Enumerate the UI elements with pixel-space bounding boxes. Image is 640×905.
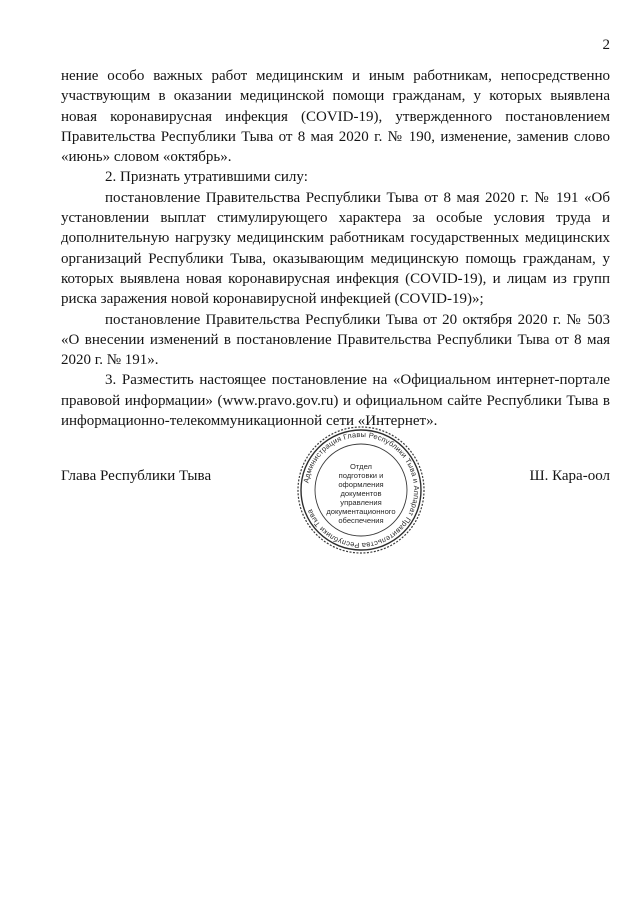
signatory-title: Глава Республики Тывa [61, 468, 212, 484]
paragraph: 3. Разместить настоящее постановление на «Официальном интернет-портале правовой информации» (www.pravo.gov.ru) и официальном сайте Республики Тыва в информационно-телекоммуникационной сети «Интернет». [61, 372, 610, 430]
seal-ring-text: Администрация Главы Республики Тыва и Аппарат Правительства Республики Тыва [301, 429, 422, 551]
seal-line: подготовки и [338, 471, 384, 480]
page-number: 2 [602, 37, 610, 53]
paragraph: постановление Правительства Республики Тыва от 8 мая 2020 г. № 191 «Об установлении выплат стимулирующего характера за особые условия труда и дополнительную нагрузку медицинским работникам государственных медицинских организаций Республики Тыва, оказывающим медицинскую помощь гражданам, у которых выявлена новая коронавирусная инфекция (COVID-19), и лицам из групп риска заражения новой коронавирусной инфекцией (COVID-19)»; [61, 189, 610, 308]
official-seal-stamp [295, 424, 427, 556]
seal-line: оформления документов [338, 480, 384, 498]
seal-line: Отдел [350, 462, 372, 471]
seal-center-text [325, 462, 397, 525]
document-body [61, 66, 610, 431]
signatory-name: Ш. Кара-оол [529, 468, 610, 484]
paragraph: постановление Правительства Республики Тыва от 20 октября 2020 г. № 503 «О внесении изменений в постановление Правительства Республики Тыва от 8 мая 2020 г. № 191». [61, 311, 610, 369]
paragraph: 2. Признать утратившими силу: [105, 169, 308, 186]
seal-line: обеспечения [338, 516, 384, 525]
seal-line: документационного [326, 507, 396, 516]
seal-line: управления [340, 498, 382, 507]
paragraph: нение особо важных работ медицинским и иным работникам, непосредственно участвующим в оказании медицинской помощи гражданам, у которых выявлена новая коронавирусная инфекция (COVID-19), утвержденного постановлением Правительства Республики Тыва от 8 мая 2020 г. № 190, изменение, заменив слово «июнь» словом «октябрь». [61, 68, 610, 166]
